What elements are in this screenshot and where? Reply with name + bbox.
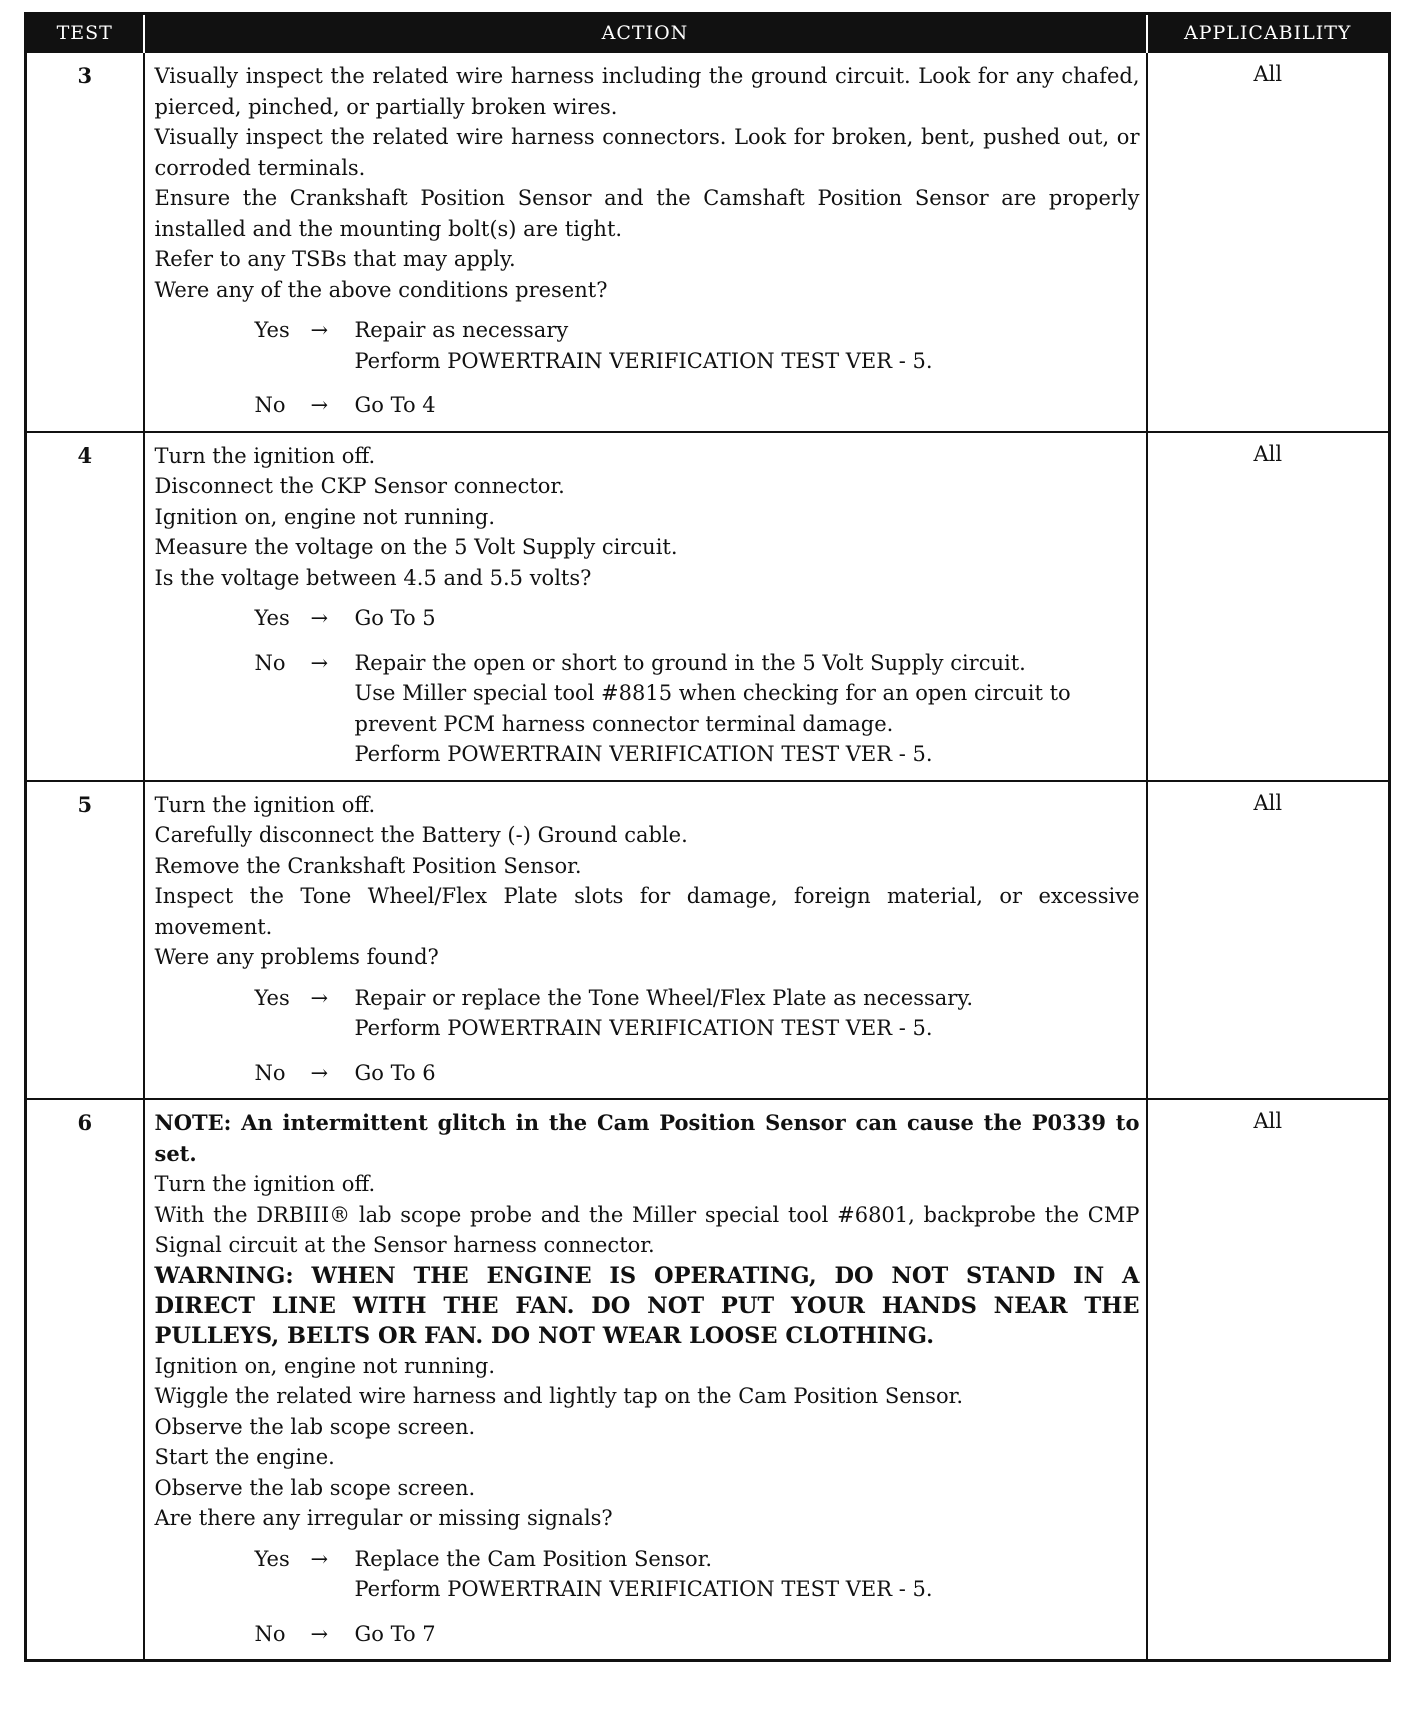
action-step: Carefully disconnect the Battery (-) Ground cable.: [154, 823, 688, 847]
outcome-action: [355, 1058, 1140, 1089]
outcome-action: [355, 1619, 1140, 1650]
note-text: NOTE: An intermittent glitch in the Cam Position Sensor can cause the P0339 to set.: [154, 1110, 1140, 1166]
action-step: With the DRBIII® lab scope probe and the Miller special tool #6801, backprobe the CMP Signal circuit at the Sensor harness connector.: [154, 1202, 1140, 1257]
outcome-list: [255, 1544, 1140, 1650]
outcome-line: Perform POWERTRAIN VERIFICATION TEST VER - 5.: [354, 1016, 933, 1040]
action-cell: [144, 1099, 1147, 1661]
action-step: Were any problems found?: [154, 945, 439, 969]
outcome-no: [255, 1058, 1140, 1089]
action-step: Turn the ignition off.: [154, 443, 376, 468]
warning-text: WARNING: WHEN THE ENGINE IS OPERATING, DO NOT STAND IN A DIRECT LINE WITH THE FAN. DO NOT PUT YOUR HANDS NEAR THE PULLEYS, BELTS OR FAN. DO NOT WEAR LOOSE CLOTHING.: [154, 1262, 1140, 1349]
outcome-line: Go To 6: [354, 1060, 436, 1085]
action-step: Is the voltage between 4.5 and 5.5 volts?: [154, 565, 592, 590]
outcome-list: [255, 603, 1140, 770]
applicability-cell: All: [1147, 432, 1390, 781]
test-number: 5: [26, 781, 144, 1100]
header-row: [26, 14, 1390, 53]
applicability-cell: All: [1147, 781, 1390, 1100]
applicability-cell: All: [1147, 52, 1390, 432]
outcome-no: [255, 390, 1140, 421]
outcome-no: [255, 1619, 1140, 1650]
action-step: Were any of the above conditions present?: [154, 277, 608, 302]
outcome-yes: [255, 983, 1140, 1044]
action-step: Start the engine.: [154, 1445, 335, 1469]
header-action: ACTION: [144, 14, 1147, 53]
arrow-right-icon: →: [310, 1546, 329, 1571]
arrow-right-icon: →: [310, 1621, 329, 1646]
outcome-label: No: [254, 1060, 286, 1085]
action-cell: [144, 781, 1147, 1100]
outcome-yes: [255, 603, 1140, 634]
action-step: Remove the Crankshaft Position Sensor.: [154, 853, 582, 878]
outcome-list: [255, 315, 1140, 421]
table-body: [26, 52, 1390, 1661]
arrow-right-icon: →: [310, 1060, 329, 1085]
action-step: Observe the lab scope screen.: [154, 1414, 476, 1439]
arrow-right-icon: →: [310, 606, 329, 630]
outcome-label: No: [254, 1621, 286, 1646]
outcome-line: Perform POWERTRAIN VERIFICATION TEST VER - 5.: [354, 742, 933, 766]
action-cell: [144, 52, 1147, 432]
outcome-action: [355, 603, 1140, 634]
outcome-label: No: [254, 393, 286, 417]
diagnostic-test-table: [24, 12, 1391, 1662]
outcome-action: [355, 1544, 1140, 1605]
table-row: [26, 1099, 1390, 1661]
table-row: [26, 781, 1390, 1100]
action-step: Wiggle the related wire harness and lightly tap on the Cam Position Sensor.: [154, 1384, 963, 1408]
test-number: 3: [26, 52, 144, 432]
outcome-line: Go To 7: [354, 1621, 436, 1646]
outcome-line: Use Miller special tool #8815 when checking for an open circuit to prevent PCM harness connector terminal damage.: [354, 681, 1071, 736]
outcome-line: Perform POWERTRAIN VERIFICATION TEST VER - 5.: [354, 348, 933, 373]
action-step: Ignition on, engine not running.: [154, 504, 495, 529]
action-cell: [144, 432, 1147, 781]
action-step: Ensure the Crankshaft Position Sensor and the Camshaft Position Sensor are properly installed and the mounting bolt(s) are tight.: [154, 186, 1140, 241]
outcome-line: Perform POWERTRAIN VERIFICATION TEST VER - 5.: [354, 1577, 933, 1601]
arrow-right-icon: →: [310, 318, 329, 342]
applicability-cell: All: [1147, 1099, 1390, 1661]
outcome-yes: [255, 1544, 1140, 1605]
header-test: TEST: [26, 14, 144, 53]
header-applicability: APPLICABILITY: [1147, 14, 1390, 53]
action-step: Refer to any TSBs that may apply.: [154, 247, 516, 271]
outcome-label: Yes: [254, 318, 290, 342]
table-row: [26, 432, 1390, 781]
action-step: Inspect the Tone Wheel/Flex Plate slots for damage, foreign material, or excessive movement.: [154, 884, 1140, 939]
outcome-action: [355, 315, 1140, 376]
outcome-line: Repair as necessary: [354, 318, 569, 342]
action-step: Ignition on, engine not running.: [154, 1353, 495, 1378]
action-step: Are there any irregular or missing signals?: [154, 1506, 613, 1530]
action-step: Turn the ignition off.: [154, 792, 376, 817]
action-step: Visually inspect the related wire harness connectors. Look for broken, bent, pushed out, or corroded terminals.: [154, 125, 1140, 180]
outcome-line: Go To 4: [354, 393, 436, 417]
arrow-right-icon: →: [310, 650, 329, 675]
test-number: 4: [26, 432, 144, 781]
outcome-action: [355, 390, 1140, 421]
outcome-yes: [255, 315, 1140, 376]
action-step: Observe the lab scope screen.: [154, 1475, 476, 1500]
arrow-right-icon: →: [310, 985, 329, 1010]
outcome-action: [355, 983, 1140, 1044]
action-step: Disconnect the CKP Sensor connector.: [154, 474, 565, 498]
outcome-line: Repair the open or short to ground in the 5 Volt Supply circuit.: [354, 650, 1026, 675]
outcome-no: [255, 648, 1140, 770]
action-step: Visually inspect the related wire harness including the ground circuit. Look for any chafed, pierced, pinched, or partially broken wires.: [154, 64, 1140, 119]
outcome-line: Go To 5: [354, 606, 436, 630]
outcome-line: Repair or replace the Tone Wheel/Flex Plate as necessary.: [354, 985, 974, 1010]
table-row: [26, 52, 1390, 432]
arrow-right-icon: →: [310, 393, 329, 417]
outcome-label: Yes: [254, 985, 290, 1010]
outcome-label: No: [254, 650, 286, 675]
outcome-label: Yes: [254, 606, 290, 630]
outcome-label: Yes: [254, 1546, 290, 1571]
outcome-line: Replace the Cam Position Sensor.: [354, 1546, 713, 1571]
outcome-list: [255, 983, 1140, 1089]
action-step: Measure the voltage on the 5 Volt Supply circuit.: [154, 535, 678, 559]
test-number: 6: [26, 1099, 144, 1661]
action-step: Turn the ignition off.: [154, 1172, 376, 1196]
outcome-action: [355, 648, 1140, 770]
